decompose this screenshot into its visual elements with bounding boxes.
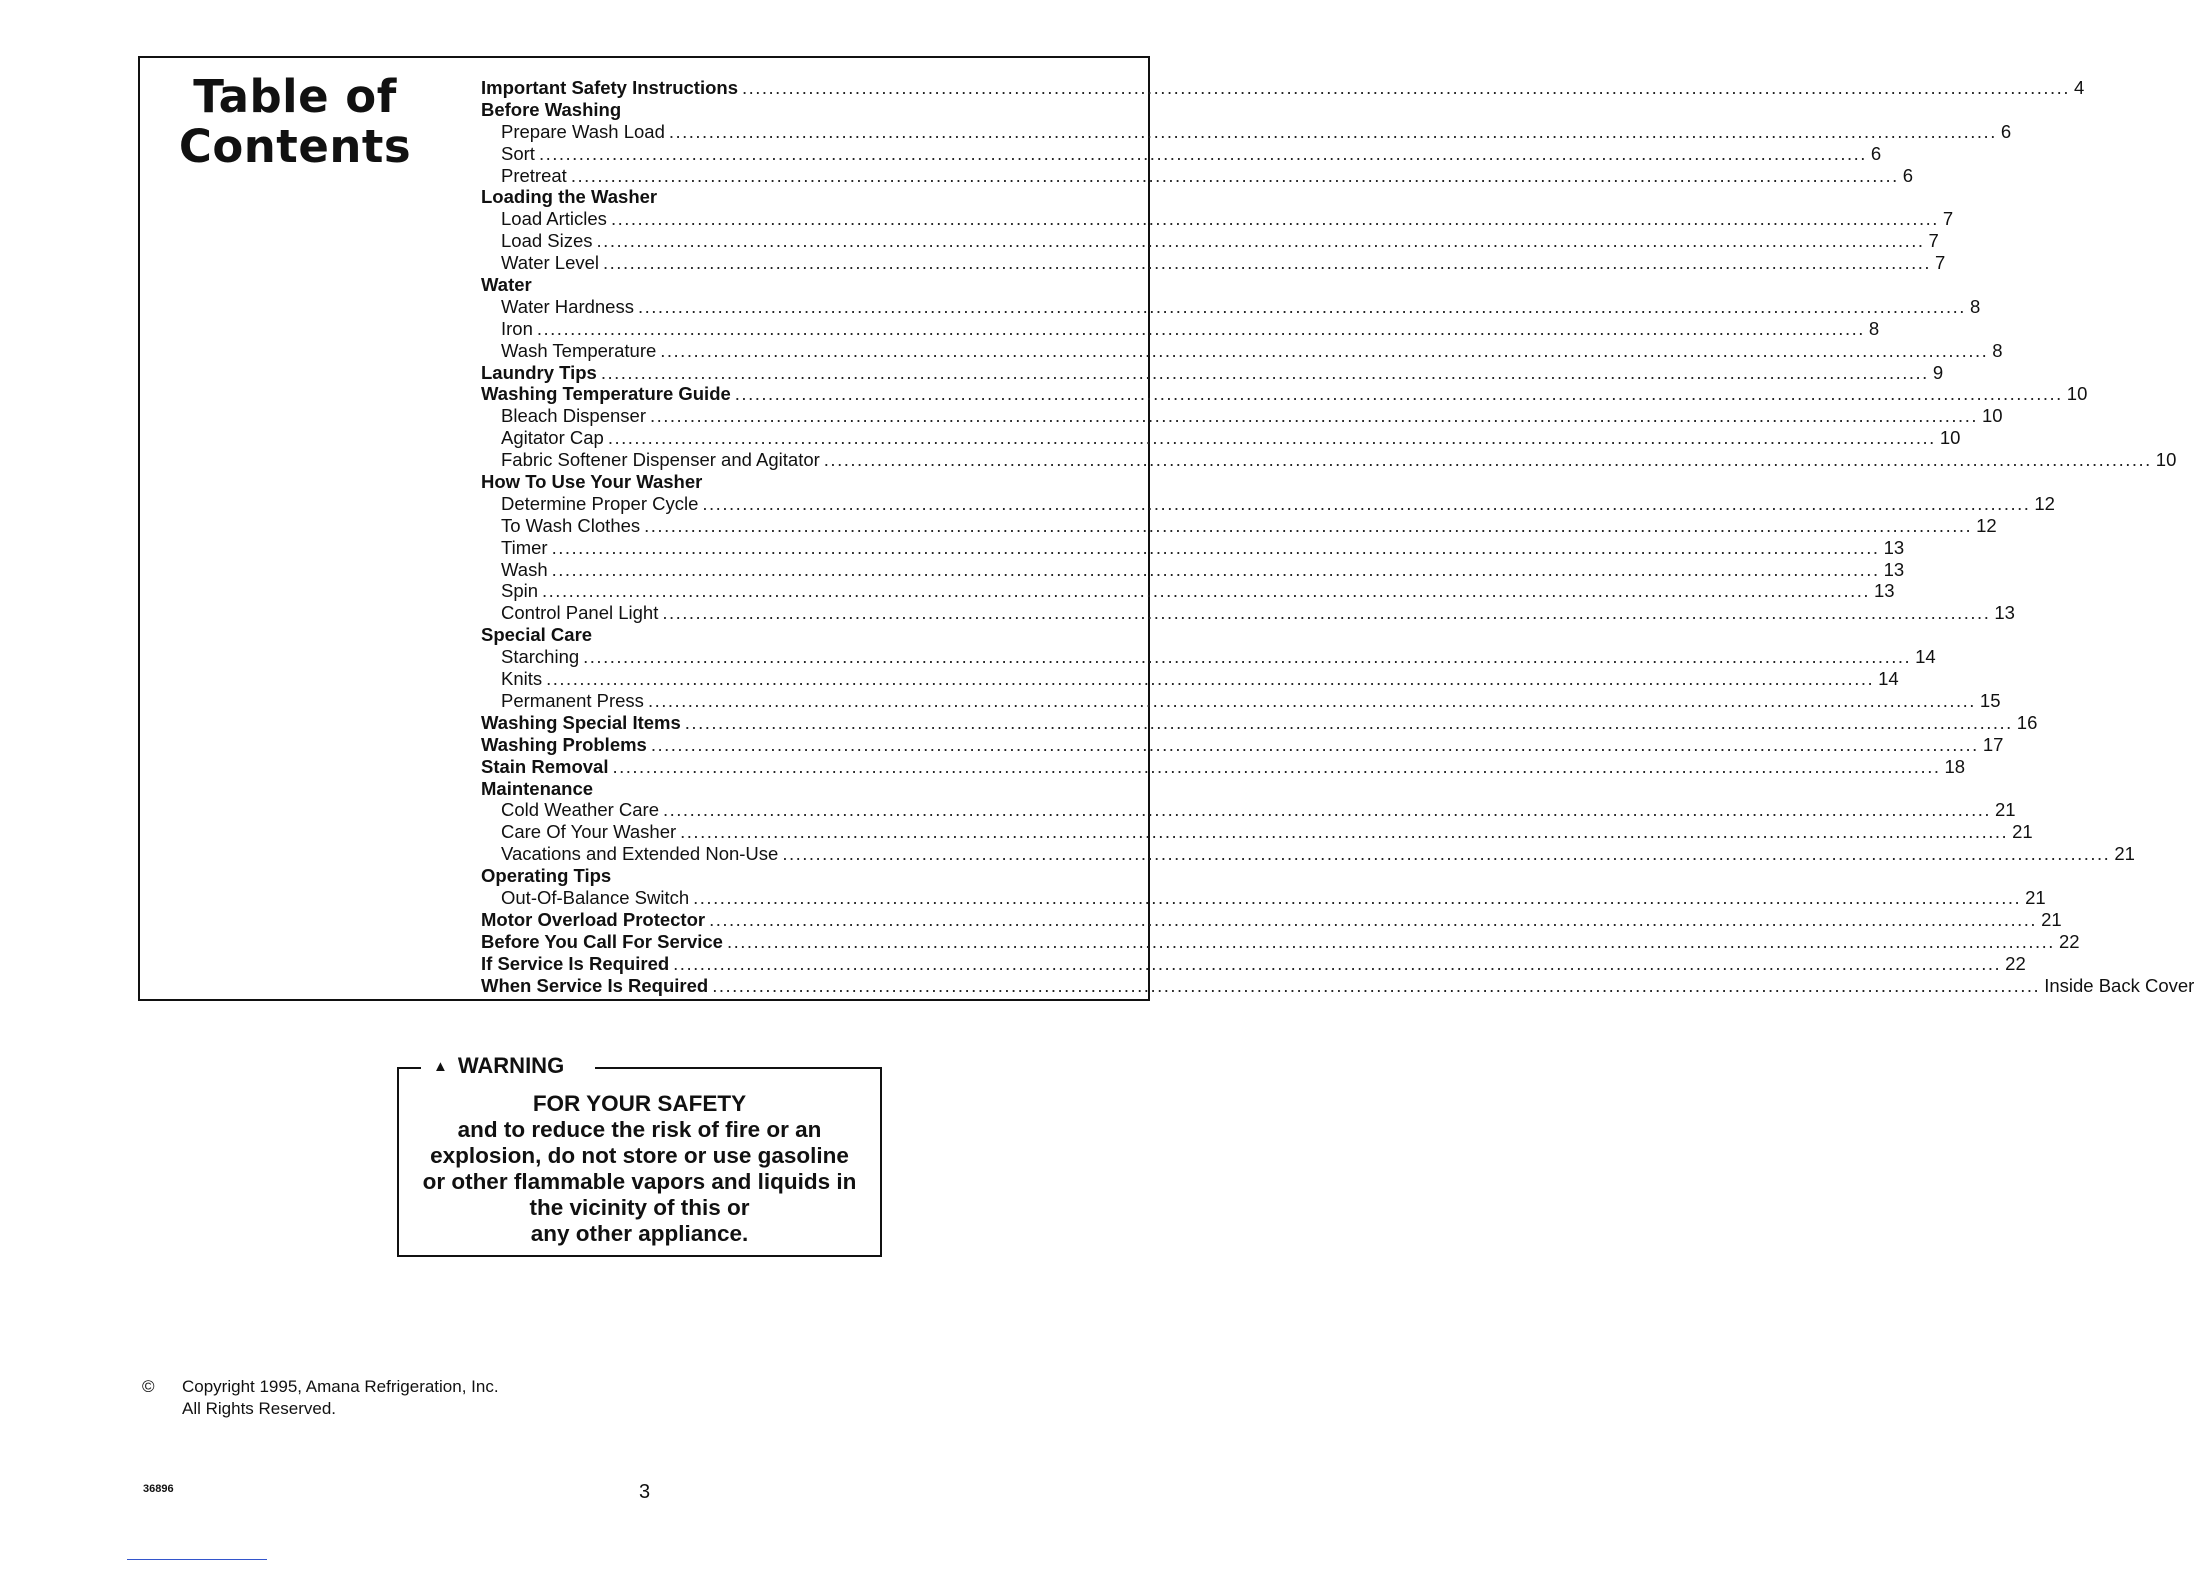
warning-body	[399, 1091, 880, 1247]
toc-entry-page: 14	[1878, 668, 1899, 690]
warning-rule-right	[595, 1067, 882, 1069]
toc-entry-label: Starching	[501, 646, 580, 668]
toc-entry-label: Wash	[501, 558, 548, 580]
copyright-line1: Copyright 1995, Amana Refrigeration, Inc.	[182, 1377, 499, 1396]
toc-entry	[481, 865, 1143, 887]
toc-entry-page: 8	[1992, 339, 2003, 361]
toc-dot-leader: ........................................................................................................................................................................................................	[663, 799, 1991, 821]
page-number: 3	[639, 1481, 651, 1503]
toc-dot-leader: ........................................................................................................................................................................................................	[551, 536, 1880, 558]
toc-entry-label: Load Articles	[501, 208, 607, 230]
document-number: 36896	[143, 1483, 174, 1495]
toc-entry-label: Stain Removal	[481, 755, 609, 777]
toc-entry	[481, 843, 2135, 865]
toc-entry	[481, 252, 1946, 274]
toc-dot-leader: ........................................................................................................................................................................................................	[610, 208, 1939, 230]
toc-entry-page: 13	[1883, 558, 1905, 580]
toc-entry	[481, 536, 1905, 559]
toc-entry	[481, 99, 1143, 121]
toc-entry-page: 6	[2000, 120, 2012, 142]
toc-dot-leader: ........................................................................................................................................................................................................	[603, 252, 1932, 274]
toc-entry	[481, 778, 1143, 800]
toc-entry-page: 22	[2058, 930, 2080, 952]
toc-entry-label: How To Use Your Washer	[481, 471, 703, 493]
toc-entry	[481, 974, 2194, 997]
toc-dot-leader: ........................................................................................................................................................................................................	[660, 339, 1989, 361]
toc-entry	[481, 405, 2003, 427]
toc-entry	[481, 317, 1880, 340]
toc-entry-label: Water Hardness	[501, 295, 634, 317]
toc-entry-page: 22	[2005, 952, 2026, 974]
toc-entry-label: Fabric Softener Dispenser and Agitator	[501, 449, 820, 471]
toc-dot-leader: ........................................................................................................................................................................................................	[741, 77, 2070, 98]
toc-title	[170, 72, 420, 172]
toc-entry	[481, 821, 2033, 843]
toc-entry	[481, 77, 2085, 99]
warning-line: the vicinity of this or	[529, 1195, 750, 1220]
toc-entry-label: Determine Proper Cycle	[501, 492, 699, 514]
toc-dot-leader: ........................................................................................................................................................................................................	[647, 689, 1976, 711]
toc-entry-page: 17	[1982, 733, 2004, 755]
toc-dot-leader: ........................................................................................................................................................................................................	[823, 449, 2152, 471]
toc-dot-leader: ........................................................................................................................................................................................................	[570, 164, 1899, 186]
warning-title: WARNING	[457, 1053, 565, 1078]
toc-entry	[481, 668, 1899, 690]
toc-entry-page: 9	[1932, 361, 1944, 383]
toc-entry	[481, 711, 2038, 734]
toc-entry-label: Control Panel Light	[501, 602, 659, 624]
toc-title-line2: Contents	[178, 120, 412, 173]
toc-title-line1: Table of	[193, 70, 397, 123]
toc-entry	[481, 230, 1939, 252]
toc-entry-label: Washing Special Items	[481, 711, 681, 733]
toc-entry	[481, 908, 2062, 931]
toc-entry	[481, 689, 2001, 712]
toc-entry-page: 12	[1976, 514, 1997, 536]
bottom-link-underline	[127, 1559, 267, 1560]
toc-entry-label: Permanent Press	[501, 689, 644, 711]
toc-dot-leader: ........................................................................................................................................................................................................	[693, 886, 2022, 908]
warning-line: any other appliance.	[530, 1221, 749, 1246]
toc-entry-label: Agitator Cap	[501, 427, 604, 449]
toc-entry	[481, 733, 2004, 756]
toc-entry	[481, 602, 2015, 624]
toc-entry-page: 6	[1902, 164, 1914, 186]
toc-entry-label: Laundry Tips	[481, 361, 597, 383]
toc-dot-leader: ........................................................................................................................................................................................................	[650, 405, 1978, 427]
toc-entry	[481, 514, 1997, 537]
toc-entry	[481, 120, 2012, 143]
toc-entry	[481, 208, 1954, 230]
toc-entry-label: Load Sizes	[501, 230, 593, 252]
toc-entry-label: Vacations and Extended Non-Use	[501, 843, 779, 865]
warning-line: or other flammable vapors and liquids in	[422, 1169, 857, 1194]
toc-entry-label: Washing Temperature Guide	[481, 383, 731, 405]
toc-entry-page: 7	[1935, 252, 1946, 274]
toc-entry	[481, 558, 1905, 581]
toc-entry-label: Special Care	[481, 624, 593, 646]
toc-entry-page: 10	[2155, 449, 2177, 471]
toc-entry-page: 13	[1994, 602, 2015, 624]
toc-entry-page: 21	[2114, 843, 2135, 865]
toc-entry-label: Motor Overload Protector	[481, 908, 706, 930]
toc-dot-leader: ........................................................................................................................................................................................................	[612, 755, 1941, 777]
toc-entry-page: 12	[2034, 492, 2055, 514]
copyright-notice	[142, 1376, 499, 1420]
toc-dot-leader: ........................................................................................................................................................................................................	[668, 120, 1997, 142]
toc-entry-page: Inside Back Cover	[2044, 974, 2194, 996]
toc-entry	[481, 164, 1914, 187]
toc-entry-page: 8	[1868, 317, 1880, 339]
toc-dot-leader: ........................................................................................................................................................................................................	[650, 733, 1979, 755]
toc-entry-label: Out-Of-Balance Switch	[501, 886, 690, 908]
toc-entry	[481, 580, 1895, 602]
toc-entry-label: Timer	[501, 536, 548, 558]
table-of-contents-box	[138, 56, 2194, 1001]
toc-entry-page: 13	[1883, 536, 1905, 558]
toc-entry	[481, 427, 1961, 449]
toc-dot-leader: ........................................................................................................................................................................................................	[673, 952, 2002, 974]
toc-entry-label: Washing Problems	[481, 733, 647, 755]
toc-entry-label: Bleach Dispenser	[501, 405, 646, 427]
warning-header	[429, 1051, 568, 1081]
toc-dot-leader: ........................................................................................................................................................................................................	[680, 821, 2009, 843]
toc-entry-page: 21	[2025, 886, 2046, 908]
toc-entry-page: 10	[1939, 427, 1961, 449]
toc-dot-leader: ........................................................................................................................................................................................................	[702, 492, 2031, 514]
toc-entry-label: Care Of Your Washer	[501, 821, 677, 843]
toc-dot-leader: ........................................................................................................................................................................................................	[709, 908, 2038, 930]
warning-line: explosion, do not store or use gasoline	[430, 1143, 849, 1168]
toc-entry-label: Spin	[501, 580, 539, 602]
toc-dot-leader: ........................................................................................................................................................................................................	[637, 295, 1966, 317]
toc-entry	[481, 886, 2046, 909]
toc-entry	[481, 361, 1944, 384]
toc-entry-label: Before You Call For Service	[481, 930, 723, 952]
toc-entry-label: Sort	[501, 142, 535, 164]
warning-triangle-icon: ▲	[433, 1057, 448, 1075]
toc-entry-page: 13	[1874, 580, 1895, 602]
toc-dot-leader: ........................................................................................................................................................................................................	[712, 974, 2041, 996]
toc-entry-list	[481, 77, 2194, 996]
toc-entry	[481, 952, 2026, 975]
toc-entry	[481, 383, 2088, 405]
toc-entry-label: Knits	[501, 668, 543, 690]
toc-entry-page: 14	[1915, 646, 1936, 668]
warning-line: FOR YOUR SAFETY	[532, 1091, 747, 1116]
toc-dot-leader: ........................................................................................................................................................................................................	[734, 383, 2063, 405]
warning-box	[397, 1053, 882, 1257]
toc-entry-label: Pretreat	[501, 164, 567, 186]
toc-dot-leader: ........................................................................................................................................................................................................	[662, 602, 1991, 624]
toc-entry	[481, 492, 2055, 515]
toc-entry	[481, 646, 1936, 668]
toc-dot-leader: ........................................................................................................................................................................................................	[538, 142, 1867, 164]
toc-entry-label: Water	[481, 274, 532, 296]
toc-entry-label: Before Washing	[481, 98, 622, 120]
toc-entry-page: 15	[1979, 689, 2001, 711]
toc-entry-label: Operating Tips	[481, 865, 612, 887]
warning-line: and to reduce the risk of fire or an	[457, 1117, 822, 1142]
toc-entry-page: 21	[2012, 821, 2033, 843]
toc-entry	[481, 449, 2177, 471]
toc-dot-leader: ........................................................................................................................................................................................................	[596, 230, 1925, 252]
toc-entry-label: Water Level	[501, 252, 600, 274]
copyright-line2: All Rights Reserved.	[182, 1399, 337, 1418]
toc-entry	[481, 295, 1981, 318]
toc-entry	[481, 186, 1143, 208]
toc-dot-leader: ........................................................................................................................................................................................................	[600, 361, 1929, 383]
toc-entry	[481, 799, 2016, 821]
toc-dot-leader: ........................................................................................................................................................................................................	[546, 668, 1875, 690]
toc-entry-label: Wash Temperature	[501, 339, 657, 361]
toc-entry-label: When Service Is Required	[481, 974, 709, 996]
toc-entry-page: 4	[2073, 77, 2085, 98]
toc-entry-page: 8	[1969, 295, 1981, 317]
toc-entry-page: 6	[1870, 142, 1882, 164]
toc-entry-page: 18	[1944, 755, 1966, 777]
toc-entry	[481, 274, 1143, 296]
toc-entry-label: Maintenance	[481, 777, 594, 799]
toc-entry	[481, 142, 1882, 165]
toc-entry-label: Loading the Washer	[481, 186, 658, 208]
copyright-symbol: ©	[142, 1377, 155, 1396]
toc-entry-label: Iron	[501, 317, 533, 339]
toc-dot-leader: ........................................................................................................................................................................................................	[644, 514, 1973, 536]
warning-rule-left	[397, 1067, 421, 1069]
toc-entry-page: 7	[1928, 230, 1939, 252]
toc-dot-leader: ........................................................................................................................................................................................................	[536, 317, 1865, 339]
toc-entry	[481, 755, 1966, 778]
toc-dot-leader: ........................................................................................................................................................................................................	[583, 646, 1912, 668]
toc-entry	[481, 624, 1143, 646]
toc-entry-label: If Service Is Required	[481, 952, 670, 974]
toc-entry	[481, 930, 2080, 953]
toc-entry-label: Important Safety Instructions	[481, 77, 738, 98]
toc-entry-label: Cold Weather Care	[501, 799, 660, 821]
toc-entry-page: 21	[1995, 799, 2016, 821]
toc-entry-label: To Wash Clothes	[501, 514, 641, 536]
toc-entry	[481, 471, 1143, 493]
toc-entry-page: 21	[2041, 908, 2062, 930]
toc-dot-leader: ........................................................................................................................................................................................................	[782, 843, 2111, 865]
toc-dot-leader: ........................................................................................................................................................................................................	[551, 558, 1880, 580]
toc-entry-page: 16	[2016, 711, 2038, 733]
toc-entry-page: 10	[1981, 405, 2003, 427]
toc-dot-leader: ........................................................................................................................................................................................................	[542, 580, 1871, 602]
toc-entry-page: 10	[2066, 383, 2088, 405]
toc-entry-page: 7	[1942, 208, 1954, 230]
toc-dot-leader: ........................................................................................................................................................................................................	[726, 930, 2055, 952]
toc-dot-leader: ........................................................................................................................................................................................................	[607, 427, 1936, 449]
toc-entry	[481, 339, 2003, 362]
toc-dot-leader: ........................................................................................................................................................................................................	[684, 711, 2013, 733]
toc-entry-label: Prepare Wash Load	[501, 120, 665, 142]
